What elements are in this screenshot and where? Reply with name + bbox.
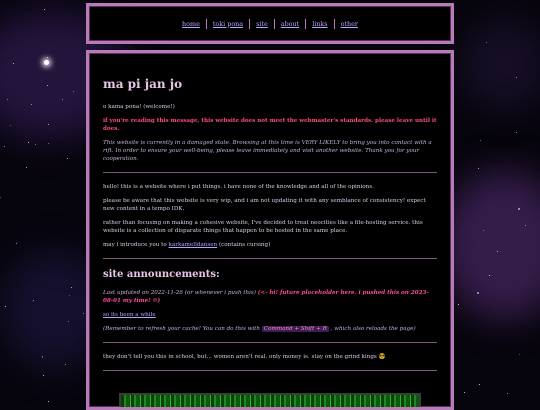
star	[83, 313, 84, 314]
bright-star	[44, 60, 49, 65]
star	[479, 384, 480, 385]
intro-paragraph: please be aware that this website is very wip, and i am not updating it with any semblance of consistency! expect new content in a tempo IDK.	[103, 198, 426, 212]
nav-link-site[interactable]: site	[256, 19, 268, 28]
star	[4, 146, 5, 147]
star	[26, 167, 27, 168]
future-note: (<- hi! future placeholder here. i pushed this on 2023-08-01 my time! ☺)	[103, 290, 429, 304]
intro-prefix: may i introduce you to	[103, 242, 167, 248]
damaged-notice: This website is currently in a damaged state. Browsing at this time is VERY LIKELY to bring you into contact with a rift. In order to ensure your well-being, please leave immediately and visit another website. Thank you for your cooperation.	[103, 140, 432, 162]
star	[16, 243, 17, 244]
star	[28, 142, 29, 143]
warning-text: if you're reading this message, this website does not meet the webmaster's standards. please leave until it does.	[103, 118, 437, 132]
main-panel	[86, 50, 454, 410]
nav-panel	[86, 3, 454, 44]
refresh-note	[103, 325, 437, 333]
star	[464, 392, 465, 393]
star	[67, 158, 68, 159]
last-updated-text	[103, 289, 437, 305]
star	[507, 393, 508, 394]
nav-link-toki-pona[interactable]: toki pona	[212, 19, 244, 28]
star	[497, 251, 498, 252]
star	[478, 168, 479, 169]
page-title: ma pi jan jo	[103, 77, 183, 91]
nav-link-links[interactable]: links	[312, 19, 328, 28]
announcement-link[interactable]: so its been a while	[103, 312, 156, 318]
greeting-text: o kama pona! (welcome!)	[103, 104, 175, 110]
star	[458, 304, 459, 305]
star	[519, 354, 520, 355]
joke-text: they don't tell you this in school, but... women aren't real. only money is. stay on the grind kings 😎	[103, 354, 386, 360]
announcements-heading: site announcements:	[103, 269, 220, 280]
star	[69, 295, 70, 296]
refresh-suffix: , which also reloads the page)	[330, 326, 416, 332]
star	[35, 144, 36, 145]
intro-paragraph: hello! this is a website where i put things. i have none of the knowledge and all of the opinions.	[103, 184, 374, 190]
announcement-link-line	[103, 311, 437, 319]
star	[516, 132, 517, 133]
green-banner-image	[119, 393, 421, 410]
last-updated-prefix: Last updated on 2022-11-26 (or whenever i push this)	[103, 290, 256, 296]
star	[0, 197, 1, 198]
star	[31, 104, 32, 105]
karkamelldansen-link[interactable]: karkamelldansen	[168, 242, 218, 248]
nav-link-home[interactable]: home	[182, 19, 200, 28]
star	[480, 140, 481, 141]
star	[44, 9, 45, 10]
intro-paragraph: rather than focusing on making a cohesive website, I've decided to treat neocities like a file-hosting service. this website is a collection of disparate things that happen to be hosted in the same place.	[103, 220, 423, 234]
star	[43, 375, 44, 376]
divider	[103, 258, 437, 259]
star	[48, 143, 49, 144]
divider	[103, 370, 437, 371]
divider	[103, 342, 437, 343]
top-nav	[176, 19, 364, 29]
nav-link-other[interactable]: other	[340, 19, 358, 28]
star	[42, 357, 43, 358]
refresh-prefix: (Remember to refresh your cache! You can do this with	[103, 326, 261, 332]
star	[48, 124, 49, 125]
nav-link-about[interactable]: about	[280, 19, 300, 28]
keyboard-shortcut: Command + Shift + R	[263, 326, 327, 332]
intro-suffix: (contains cursing)	[218, 242, 271, 248]
star	[48, 401, 49, 402]
star	[516, 77, 517, 78]
divider	[103, 172, 437, 173]
intro-paragraph	[103, 241, 437, 249]
